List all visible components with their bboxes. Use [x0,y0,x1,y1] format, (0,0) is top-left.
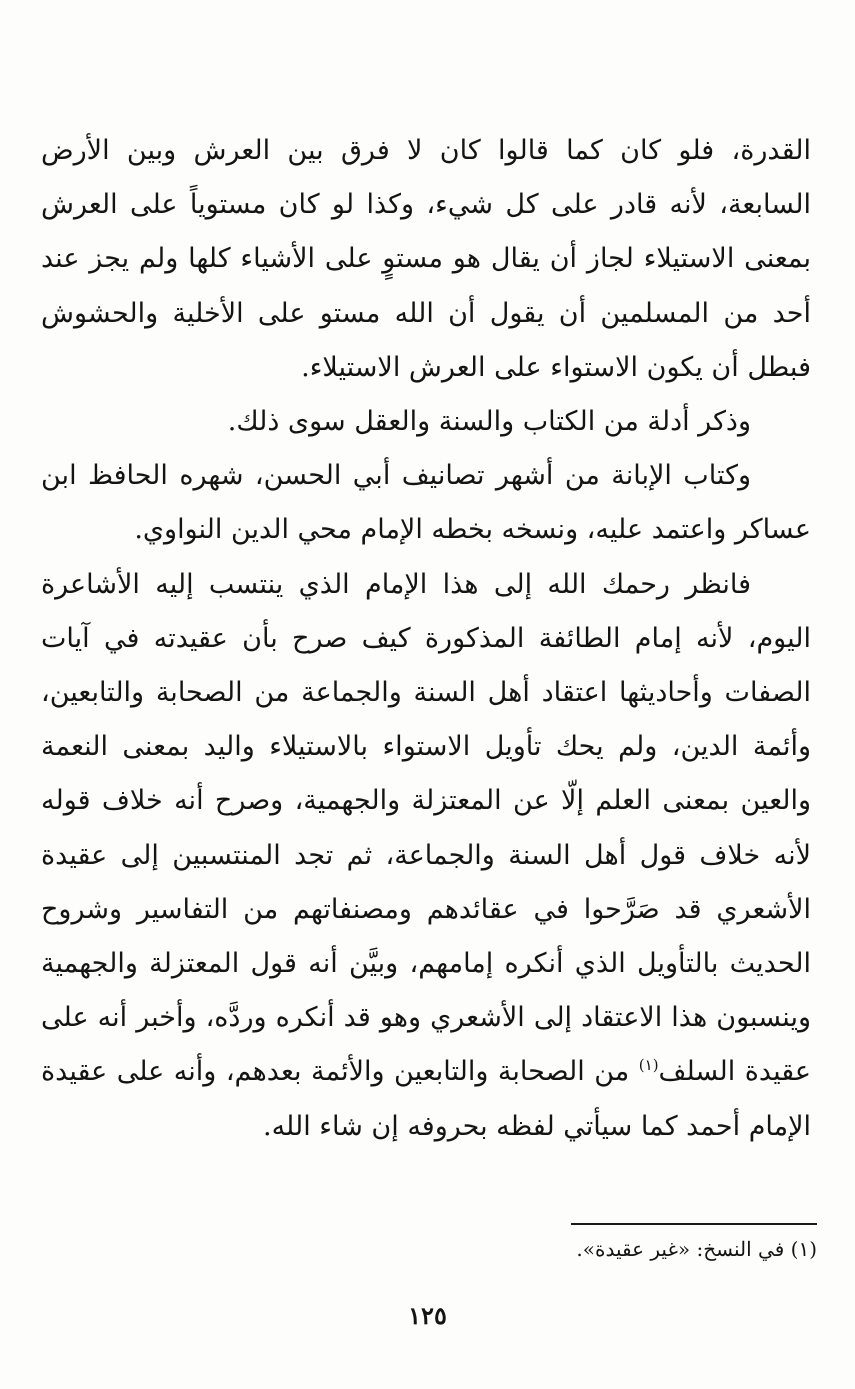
paragraph-3: وكتاب الإبانة من أشهر تصانيف أبي الحسن، شهره الحافظ ابن عساكر واعتمد عليه، ونسخه بخطه الإمام محي الدين النواوي. [41,460,811,546]
paragraph-4-text-after: من الصحابة والتابعين والأئمة بعدهم، وأنه على عقيدة الإمام أحمد كما سيأتي لفظه بحروفه إن شاء الله. [41,1056,811,1142]
footnote-reference: (١) [638,1056,659,1075]
paragraph-4 [41,558,811,1154]
footnote: (١) في النسخ: «غير عقيدة». [576,1237,817,1261]
paragraph-2: وذكر أدلة من الكتاب والسنة والعقل سوى ذلك. [227,406,751,438]
paragraph-4-text: فانظر رحمك الله إلى هذا الإمام الذي ينتسب إليه الأشاعرة اليوم، لأنه إمام الطائفة المذكورة كيف صرح بأن عقيدته في آيات الصفات وأحاديثها اعتقاد أهل السنة والجماعة من الصحابة والتابعين، وأئمة الدين، ولم يحك تأويل الاستواء بالاستيلاء واليد بمعنى النعمة والعين بمعنى العلم إلّا عن المعتزلة والجهمية، وصرح أنه خلاف قوله لأنه خلاف قول أهل السنة والجماعة، ثم تجد المنتسبين إلى عقيدة الأشعري قد صَرَّحوا في عقائدهم ومصنفاتهم من التفاسير وشروح الحديث بالتأويل الذي أنكره إمامهم، وبيَّن أنه قول المعتزلة والجهمية وينسبون هذا الاعتقاد إلى الأشعري وهو قد أنكره وردَّه، وأخبر أنه على عقيدة السلف [41,568,811,1088]
page-number: ١٢٥ [408,1301,447,1330]
main-text-block [41,124,811,1154]
paragraph-1: القدرة، فلو كان كما قالوا كان لا فرق بين العرش وبين الأرض السابعة، لأنه قادر على كل شيء، وكذا لو كان مستوياً على العرش بمعنى الاستيلاء لجاز أن يقال هو مستوٍ على الأشياء كلها ولم يجز عند أحد من المسلمين أن يقول أن الله مستو على الأخلية والحشوش فبطل أن يكون الاستواء على العرش الاستيلاء. [41,135,811,383]
footnote-divider [571,1223,817,1225]
